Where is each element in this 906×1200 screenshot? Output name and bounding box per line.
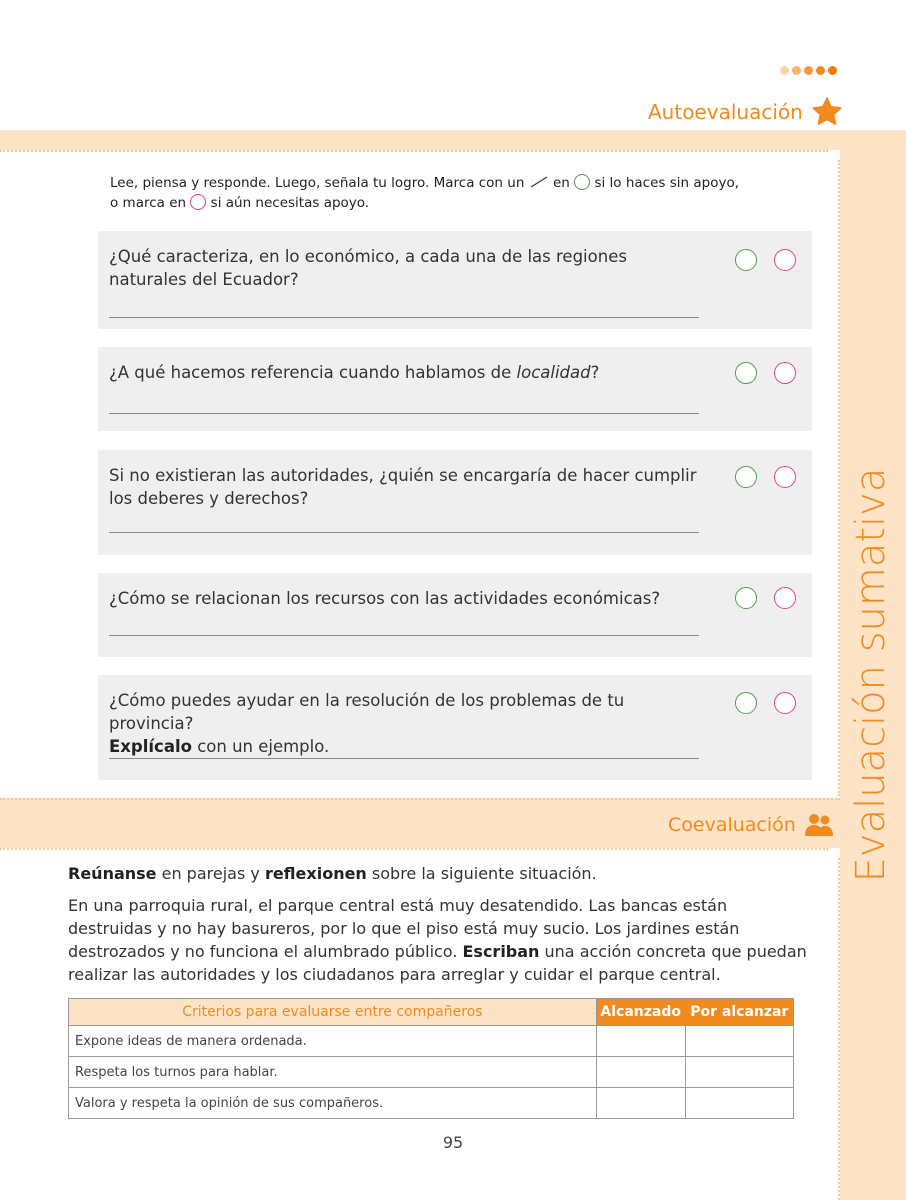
people-icon [804, 812, 834, 838]
dotted-border-top [0, 150, 828, 152]
question-text [109, 361, 709, 384]
decorative-dots [780, 66, 837, 75]
achieved-checkbox[interactable] [735, 362, 757, 384]
criteria-table [68, 998, 794, 1119]
achieved-cell[interactable] [596, 1026, 685, 1057]
intro-text-2: sobre la siguiente situación. [366, 864, 597, 883]
needs-support-checkbox[interactable] [774, 692, 796, 714]
needs-support-checkbox[interactable] [774, 587, 796, 609]
question-box-4 [98, 573, 812, 657]
criteria-cell: Valora y respeta la opinión de sus compañeros. [69, 1088, 597, 1119]
answer-line[interactable] [109, 758, 699, 759]
autoevaluation-title: Autoevaluación [648, 100, 803, 124]
top-band [0, 130, 906, 150]
question-text-part: con un ejemplo. [191, 737, 330, 756]
check-mark-icon [529, 176, 549, 188]
instructions-text-4: o marca en [110, 195, 187, 211]
table-row [69, 1088, 794, 1119]
question-box-2 [98, 347, 812, 431]
pending-cell[interactable] [685, 1057, 793, 1088]
pending-cell[interactable] [685, 1026, 793, 1057]
achieved-header: Alcanzado [596, 999, 685, 1026]
table-header-row [69, 999, 794, 1026]
coevaluation-intro [68, 862, 798, 885]
question-box-3 [98, 450, 812, 555]
table-row [69, 1057, 794, 1088]
achieved-cell[interactable] [596, 1088, 685, 1119]
pending-cell[interactable] [685, 1088, 793, 1119]
instructions-text-5: si aún necesitas apoyo. [210, 195, 370, 211]
criteria-cell: Expone ideas de manera ordenada. [69, 1026, 597, 1057]
dotted-border-mid-bottom [0, 848, 828, 850]
question-text-part: ¿Cómo puedes ayudar en la resolución de los problemas de tu provincia? [109, 691, 625, 733]
intro-bold-1: Reúnanse [68, 864, 157, 883]
instructions-text-3: si lo haces sin apoyo, [594, 175, 740, 191]
instructions-text-2: en [553, 175, 570, 191]
question-text-part: ¿A qué hacemos referencia cuando hablamos de [109, 363, 517, 382]
question-box-5 [98, 675, 812, 780]
question-text-part: ? [590, 363, 600, 382]
answer-line[interactable] [109, 413, 699, 414]
intro-bold-2: reflexionen [264, 864, 367, 883]
instructions [110, 173, 790, 213]
situation-paragraph [68, 894, 808, 986]
achieved-cell[interactable] [596, 1057, 685, 1088]
question-box-1 [98, 231, 812, 329]
question-text: ¿Qué caracteriza, en lo económico, a cada una de las regiones naturales del Ecuador? [109, 247, 627, 289]
instructions-text-1: Lee, piensa y responde. Luego, señala tu logro. Marca con un [110, 175, 525, 191]
achieved-checkbox[interactable] [735, 466, 757, 488]
table-row [69, 1026, 794, 1057]
needs-support-checkbox[interactable] [774, 466, 796, 488]
star-icon [811, 96, 843, 128]
needs-support-checkbox[interactable] [774, 249, 796, 271]
question-text-bold: Explícalo [109, 737, 192, 756]
situation-after: una acción concreta que puedan realizar las autoridades y los ciudadanos para arreglar y cuidar el parque central. [68, 942, 807, 984]
coevaluation-header [668, 812, 834, 838]
situation-text: En una parroquia rural, el parque central está muy desatendido. Las bancas están destruidas y no hay basureros, por lo que el piso está muy sucio. Los jardines están destrozados y no funciona el alumbrado público. [68, 896, 740, 961]
answer-line[interactable] [109, 317, 699, 318]
dotted-border-mid-top [0, 798, 840, 800]
question-text: ¿Cómo se relacionan los recursos con las actividades económicas? [109, 589, 661, 608]
answer-line[interactable] [109, 635, 699, 636]
question-text: Si no existieran las autoridades, ¿quién se encargaría de hacer cumplir los deberes y derechos? [109, 466, 697, 508]
side-title [846, 467, 896, 883]
answer-line[interactable] [109, 532, 699, 533]
intro-text-1: en parejas y [156, 864, 265, 883]
coevaluation-title: Coevaluación [668, 814, 796, 836]
criteria-cell: Respeta los turnos para hablar. [69, 1057, 597, 1088]
autoevaluation-header [648, 96, 843, 128]
dotted-border-right [838, 160, 840, 796]
pink-circle-icon [190, 194, 206, 210]
criteria-header: Criterios para evaluarse entre compañeros [69, 999, 597, 1026]
situation-bold: Escriban [462, 942, 540, 961]
achieved-checkbox[interactable] [735, 587, 757, 609]
achieved-checkbox[interactable] [735, 249, 757, 271]
page-number: 95 [442, 1133, 464, 1152]
question-text-italic: localidad [516, 363, 591, 382]
needs-support-checkbox[interactable] [774, 362, 796, 384]
green-circle-icon [574, 174, 590, 190]
pending-header: Por alcanzar [685, 999, 793, 1026]
question-text [109, 689, 709, 758]
achieved-checkbox[interactable] [735, 692, 757, 714]
side-title-text: Evaluación sumativa [848, 467, 894, 883]
